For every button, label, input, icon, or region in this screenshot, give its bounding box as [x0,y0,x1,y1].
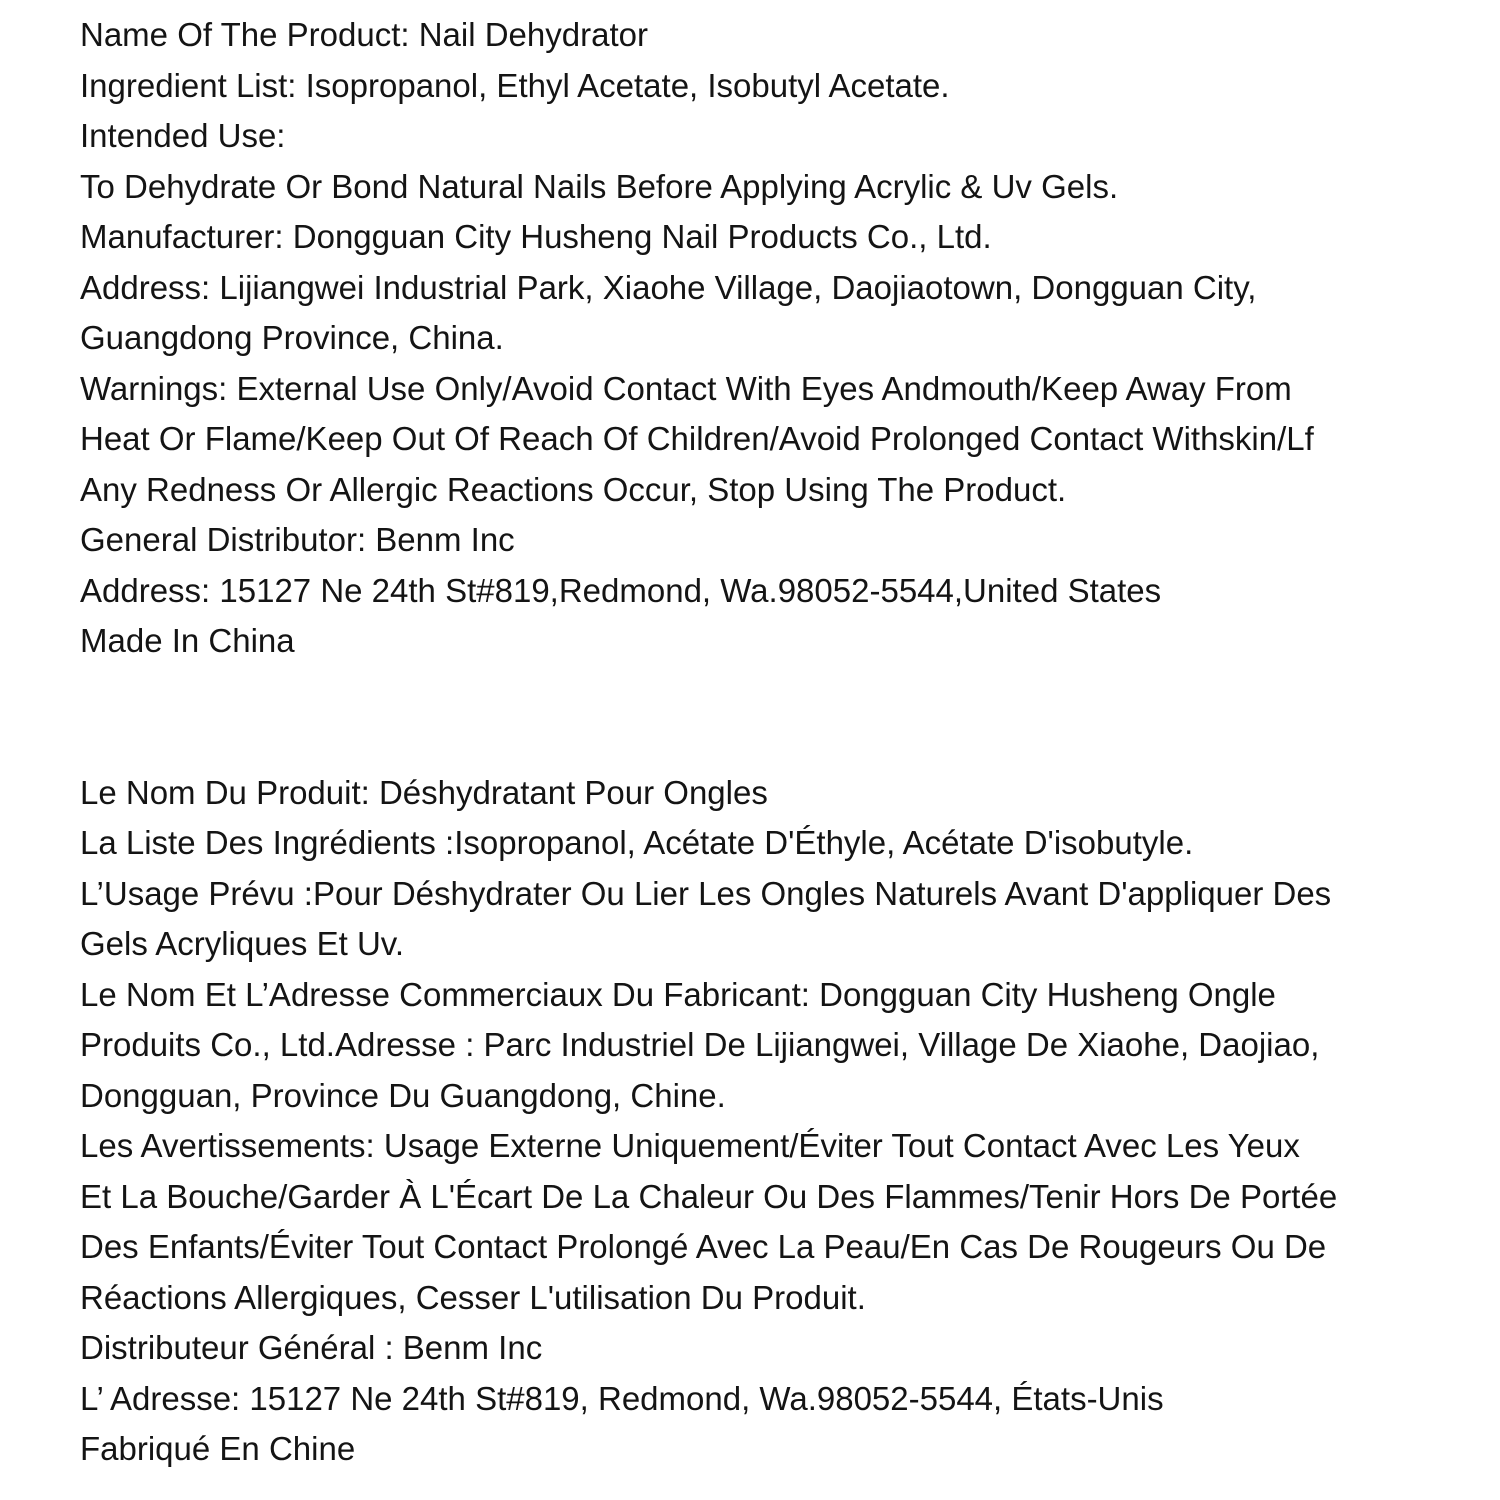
text-line: Le Nom Et L’Adresse Commerciaux Du Fabricant: Dongguan City Husheng Ongle [80,975,1276,1013]
text-line: Warnings: External Use Only/Avoid Contact With Eyes Andmouth/Keep Away From [80,369,1292,407]
text-line: Le Nom Du Produit: Déshydratant Pour Ongles [80,773,768,811]
text-line: General Distributor: Benm Inc [80,521,515,558]
text-line: Intended Use: [80,117,286,154]
text-line: Made In China [80,622,295,659]
text-line: Et La Bouche/Garder À L'Écart De La Chaleur Ou Des Flammes/Tenir Hors De Portée [80,1177,1338,1215]
text-line: Any Redness Or Allergic Reactions Occur, Stop Using The Product. [80,470,1067,508]
text-line: Manufacturer: Dongguan City Husheng Nail Products Co., Ltd. [80,218,992,255]
text-line: Les Avertissements: Usage Externe Uniquement/Éviter Tout Contact Avec Les Yeux [80,1127,1300,1164]
text-line: Distributeur Général : Benm Inc [80,1329,543,1366]
text-line: La Liste Des Ingrédients :Isopropanol, Acétate D'Éthyle, Acétate D'isobutyle. [80,824,1194,861]
text-line: L’ Adresse: 15127 Ne 24th St#819, Redmond, Wa.98052-5544, États-Unis [80,1379,1164,1417]
text-line: Heat Or Flame/Keep Out Of Reach Of Children/Avoid Prolonged Contact Withskin/Lf [80,420,1314,457]
text-line: To Dehydrate Or Bond Natural Nails Before Applying Acrylic & Uv Gels. [80,167,1119,205]
text-line: Address: Lijiangwei Industrial Park, Xiaohe Village, Daojiaotown, Dongguan City, [80,268,1257,306]
text-line: Fabriqué En Chine [80,1430,356,1467]
english-section [80,10,1460,667]
text-line: Guangdong Province, China. [80,319,504,356]
text-line: Address: 15127 Ne 24th St#819,Redmond, Wa.98052-5544,United States [80,571,1162,609]
text-line: Gels Acryliques Et Uv. [80,925,404,962]
text-line: Name Of The Product: Nail Dehydrator [80,16,648,53]
french-section [80,768,1460,1475]
text-line: Ingredient List: Isopropanol, Ethyl Acetate, Isobutyl Acetate. [80,66,950,104]
text-line: Dongguan, Province Du Guangdong, Chine. [80,1076,726,1114]
section-gap [80,667,1460,768]
text-line: Réactions Allergiques, Cesser L'utilisation Du Produit. [80,1278,866,1316]
text-line: Des Enfants/Éviter Tout Contact Prolongé Avec La Peau/En Cas De Rougeurs Ou De [80,1228,1327,1265]
text-line: L’Usage Prévu :Pour Déshydrater Ou Lier Les Ongles Naturels Avant D'appliquer Des [80,874,1332,912]
text-line: Produits Co., Ltd.Adresse : Parc Industriel De Lijiangwei, Village De Xiaohe, Daojiao, [80,1026,1320,1063]
